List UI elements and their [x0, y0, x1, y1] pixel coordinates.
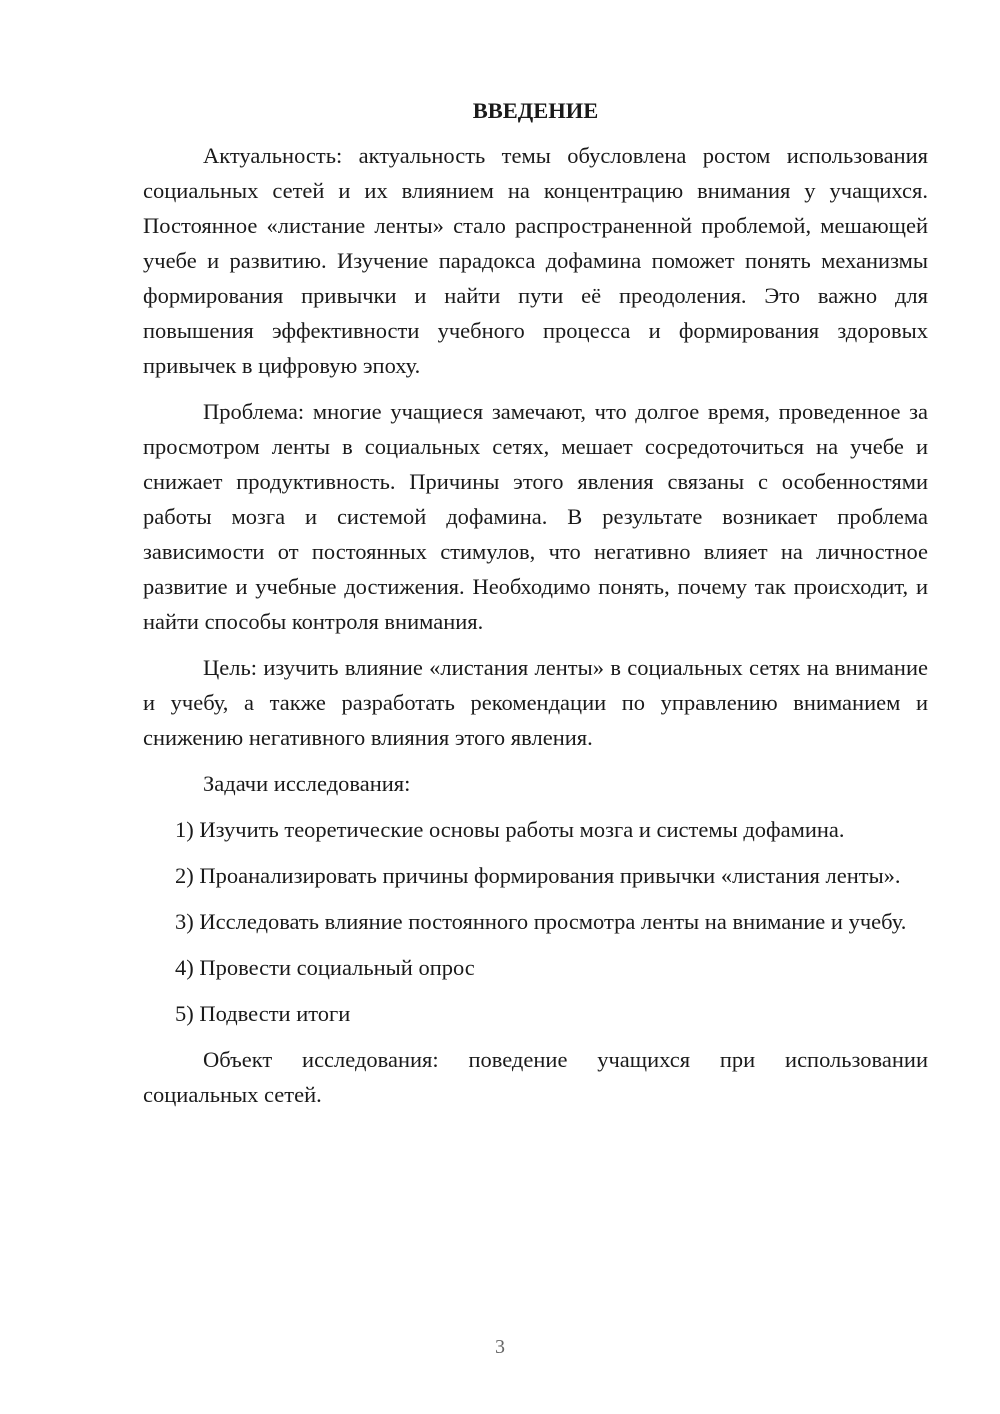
task-item: 3) Исследовать влияние постоянного просмотра ленты на внимание и учебу.	[175, 909, 907, 934]
task-item: 2) Проанализировать причины формирования привычки «листания ленты».	[175, 863, 901, 888]
relevance-paragraph: Актуальность: актуальность темы обусловлена ростом использования социальных сетей и их влиянием на концентрацию внимания у учащихся. Постоянное «листание ленты» стало распространенной проблемой, мешающей учебе и развитию. Изучение парадокса дофамина поможет понять механизмы формирования привычки и найти пути её преодоления. Это важно для повышения эффективности учебного процесса и формирования здоровых привычек в цифровую эпоху.	[143, 143, 928, 378]
page-content	[143, 96, 928, 1123]
goal-paragraph: Цель: изучить влияние «листания ленты» в социальных сетях на внимание и учебу, а также разработать рекомендации по управлению вниманием и снижению негативного влияния этого явления.	[143, 655, 928, 750]
task-item: 5) Подвести итоги	[175, 1001, 351, 1026]
section-title: ВВЕДЕНИЕ	[472, 98, 599, 123]
object-paragraph: Объект исследования: поведение учащихся при использовании социальных сетей.	[143, 1047, 928, 1107]
page-number: 3	[495, 1336, 505, 1358]
task-item: 1) Изучить теоретические основы работы мозга и системы дофамина.	[175, 817, 845, 842]
tasks-heading: Задачи исследования:	[203, 771, 411, 796]
problem-paragraph: Проблема: многие учащиеся замечают, что долгое время, проведенное за просмотром ленты в социальных сетях, мешает сосредоточиться на учебе и снижает продуктивность. Причины этого явления связаны с особенностями работы мозга и системой дофамина. В результате возникает проблема зависимости от постоянных стимулов, что негативно влияет на личностное развитие и учебные достижения. Необходимо понять, почему так происходит, и найти способы контроля внимания.	[143, 399, 928, 634]
task-item: 4) Провести социальный опрос	[175, 955, 475, 980]
